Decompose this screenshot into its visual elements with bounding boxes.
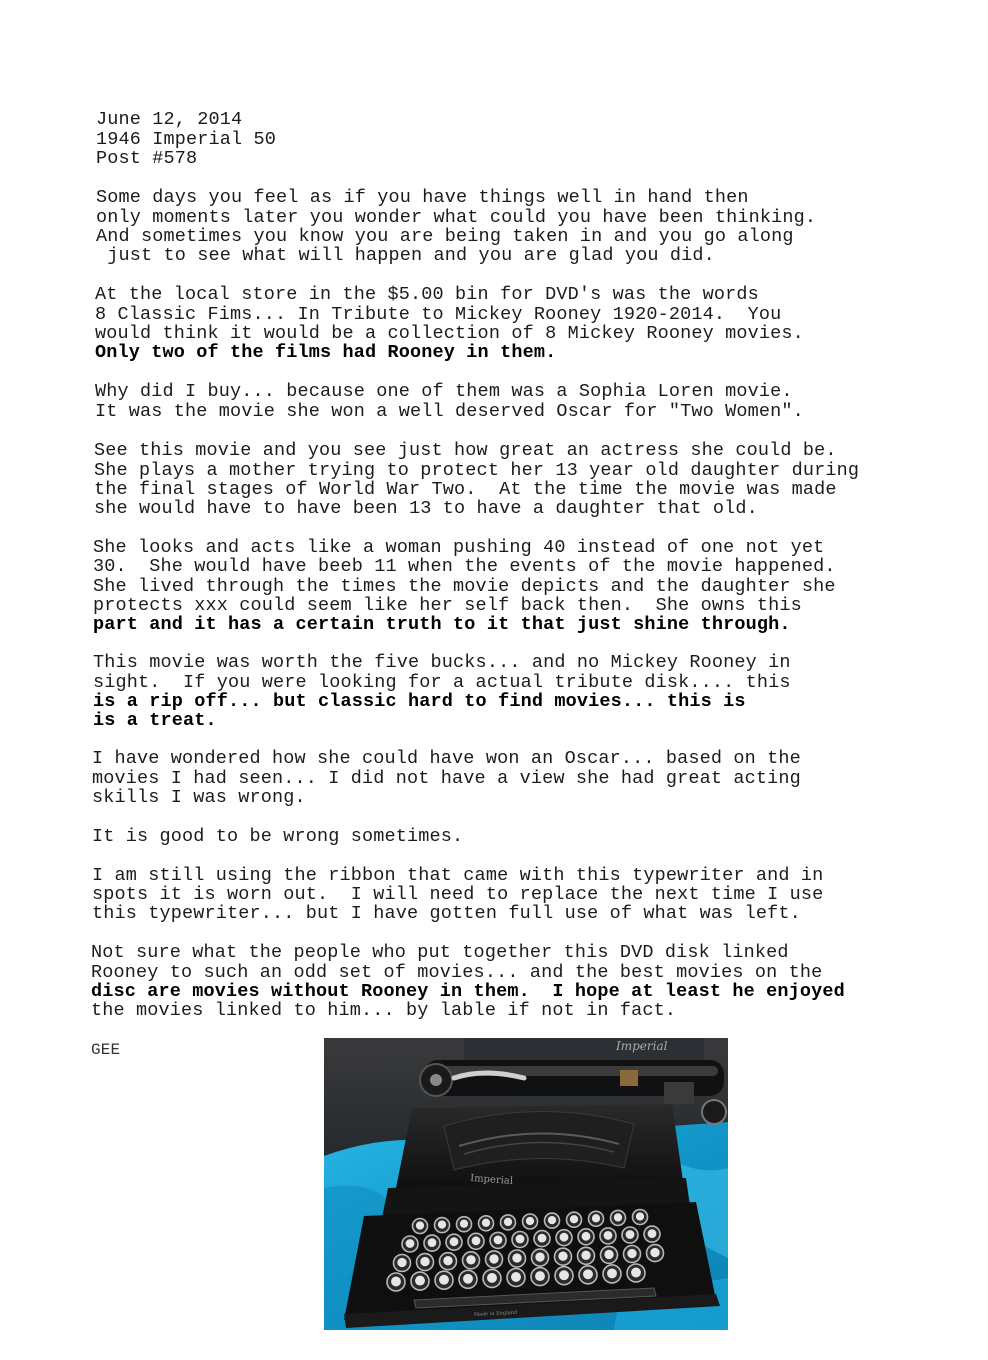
text-line: only moments later you wonder what could you have been thinking.	[96, 207, 817, 228]
key-face	[636, 1212, 644, 1220]
key-face	[627, 1249, 636, 1258]
key-face	[626, 1230, 635, 1239]
letter-date: June 12, 2014	[96, 109, 243, 130]
text-line: At the local store in the $5.00 bin for DVD's was the words	[95, 284, 759, 305]
typewriter-model: 1946 Imperial 50	[96, 129, 277, 150]
key-face	[439, 1275, 449, 1285]
key-face	[391, 1277, 401, 1287]
key-face	[604, 1231, 613, 1240]
key-face	[460, 1220, 468, 1228]
key-face	[416, 1221, 424, 1229]
key-face	[607, 1268, 617, 1278]
key-face	[466, 1255, 475, 1264]
text-line: Why did I buy... because one of them was a Sophia Loren movie.	[95, 381, 793, 402]
text-line: Some days you feel as if you have things well in hand then	[96, 187, 749, 208]
made-in-label: Made in England	[473, 1309, 518, 1318]
key-face	[559, 1270, 569, 1280]
text-line: would think it would be a collection of 8 Mickey Rooney movies.	[95, 323, 804, 344]
key-face	[583, 1269, 593, 1279]
key-face	[512, 1253, 521, 1262]
key-face	[406, 1239, 415, 1248]
key-face	[650, 1248, 659, 1257]
typewriter-photo	[324, 1038, 728, 1330]
text-line: the final stages of World War Two. At the time the movie was made	[94, 479, 837, 500]
key-face	[516, 1235, 525, 1244]
text-line: And sometimes you know you are being taken in and you go along	[96, 226, 794, 247]
key-face	[482, 1219, 490, 1227]
key-face	[397, 1258, 406, 1267]
text-line: is a treat.	[93, 710, 217, 731]
text-line: Not sure what the people who put together this DVD disk linked	[91, 942, 789, 963]
text-line: disc are movies without Rooney in them. I hope at least he enjoyed	[91, 981, 845, 1002]
text-line: This movie was worth the five bucks... and no Mickey Rooney in	[93, 652, 791, 673]
text-line: is a rip off... but classic hard to find movies... this is	[93, 691, 746, 712]
text-line: the movies linked to him... by lable if not in fact.	[91, 1000, 677, 1021]
key-face	[560, 1233, 569, 1242]
key-face	[504, 1218, 512, 1226]
typewriter-illustration	[324, 1038, 728, 1330]
key-face	[631, 1268, 641, 1278]
key-face	[415, 1276, 425, 1286]
text-line: 30. She would have beeb 11 when the events of the movie happened.	[93, 556, 836, 577]
key-face	[472, 1236, 481, 1245]
text-line: I am still using the ribbon that came with this typewriter and in	[92, 865, 824, 886]
brand-front-label: Imperial	[469, 1173, 514, 1187]
key-face	[526, 1217, 534, 1225]
key-face	[511, 1272, 521, 1282]
text-line: she would have to have been 13 to have a daughter that old.	[94, 498, 758, 519]
key-face	[487, 1273, 497, 1283]
key-face	[428, 1238, 437, 1247]
text-line: protects xxx could seem like her self back then. She owns this	[93, 595, 802, 616]
text-line: I have wondered how she could have won an Oscar... based on the	[92, 748, 801, 769]
text-line: She plays a mother trying to protect her 13 year old daughter during	[94, 460, 860, 481]
text-line: spots it is worn out. I will need to replace the next time I use	[92, 884, 824, 905]
key-face	[570, 1215, 578, 1223]
key-face	[535, 1271, 545, 1281]
text-line: Rooney to such an odd set of movies... and the best movies on the	[91, 962, 823, 983]
key-face	[581, 1251, 590, 1260]
signature: GEE	[91, 1041, 121, 1059]
key-face	[535, 1252, 544, 1261]
text-line: 8 Classic Fims... In Tribute to Mickey Rooney 1920-2014. You	[95, 304, 782, 325]
key-face	[450, 1237, 459, 1246]
key-face	[494, 1236, 503, 1245]
text-line: movies I had seen... I did not have a view she had great acting	[92, 768, 801, 789]
text-line: part and it has a certain truth to it that just shine through.	[93, 614, 791, 635]
text-line: She looks and acts like a woman pushing 40 instead of one not yet	[93, 537, 825, 558]
key-face	[648, 1229, 657, 1238]
key-face	[538, 1234, 547, 1243]
key-face	[604, 1250, 613, 1259]
text-line: Only two of the films had Rooney in them.	[95, 342, 557, 363]
key-face	[420, 1257, 429, 1266]
brand-top-label: Imperial	[616, 1039, 668, 1053]
text-line: this typewriter... but I have gotten full use of what was left.	[92, 903, 801, 924]
key-face	[443, 1256, 452, 1265]
text-line: It was the movie she won a well deserved Oscar for "Two Women".	[95, 401, 804, 422]
key-face	[463, 1274, 473, 1284]
key-face	[592, 1214, 600, 1222]
text-line: just to see what will happen and you are glad you did.	[96, 245, 715, 266]
post-number: Post #578	[96, 148, 198, 169]
key-face	[582, 1232, 591, 1241]
text-line: sight. If you were looking for a actual tribute disk.... this	[93, 672, 791, 693]
key-face	[489, 1254, 498, 1263]
key-face	[558, 1252, 567, 1261]
key-face	[614, 1213, 622, 1221]
text-line: It is good to be wrong sometimes.	[92, 826, 464, 847]
text-line: skills I was wrong.	[92, 787, 306, 808]
text-line: She lived through the times the movie depicts and the daughter she	[93, 576, 836, 597]
key-face	[438, 1220, 446, 1228]
key-face	[548, 1216, 556, 1224]
text-line: See this movie and you see just how great an actress she could be.	[94, 440, 837, 461]
